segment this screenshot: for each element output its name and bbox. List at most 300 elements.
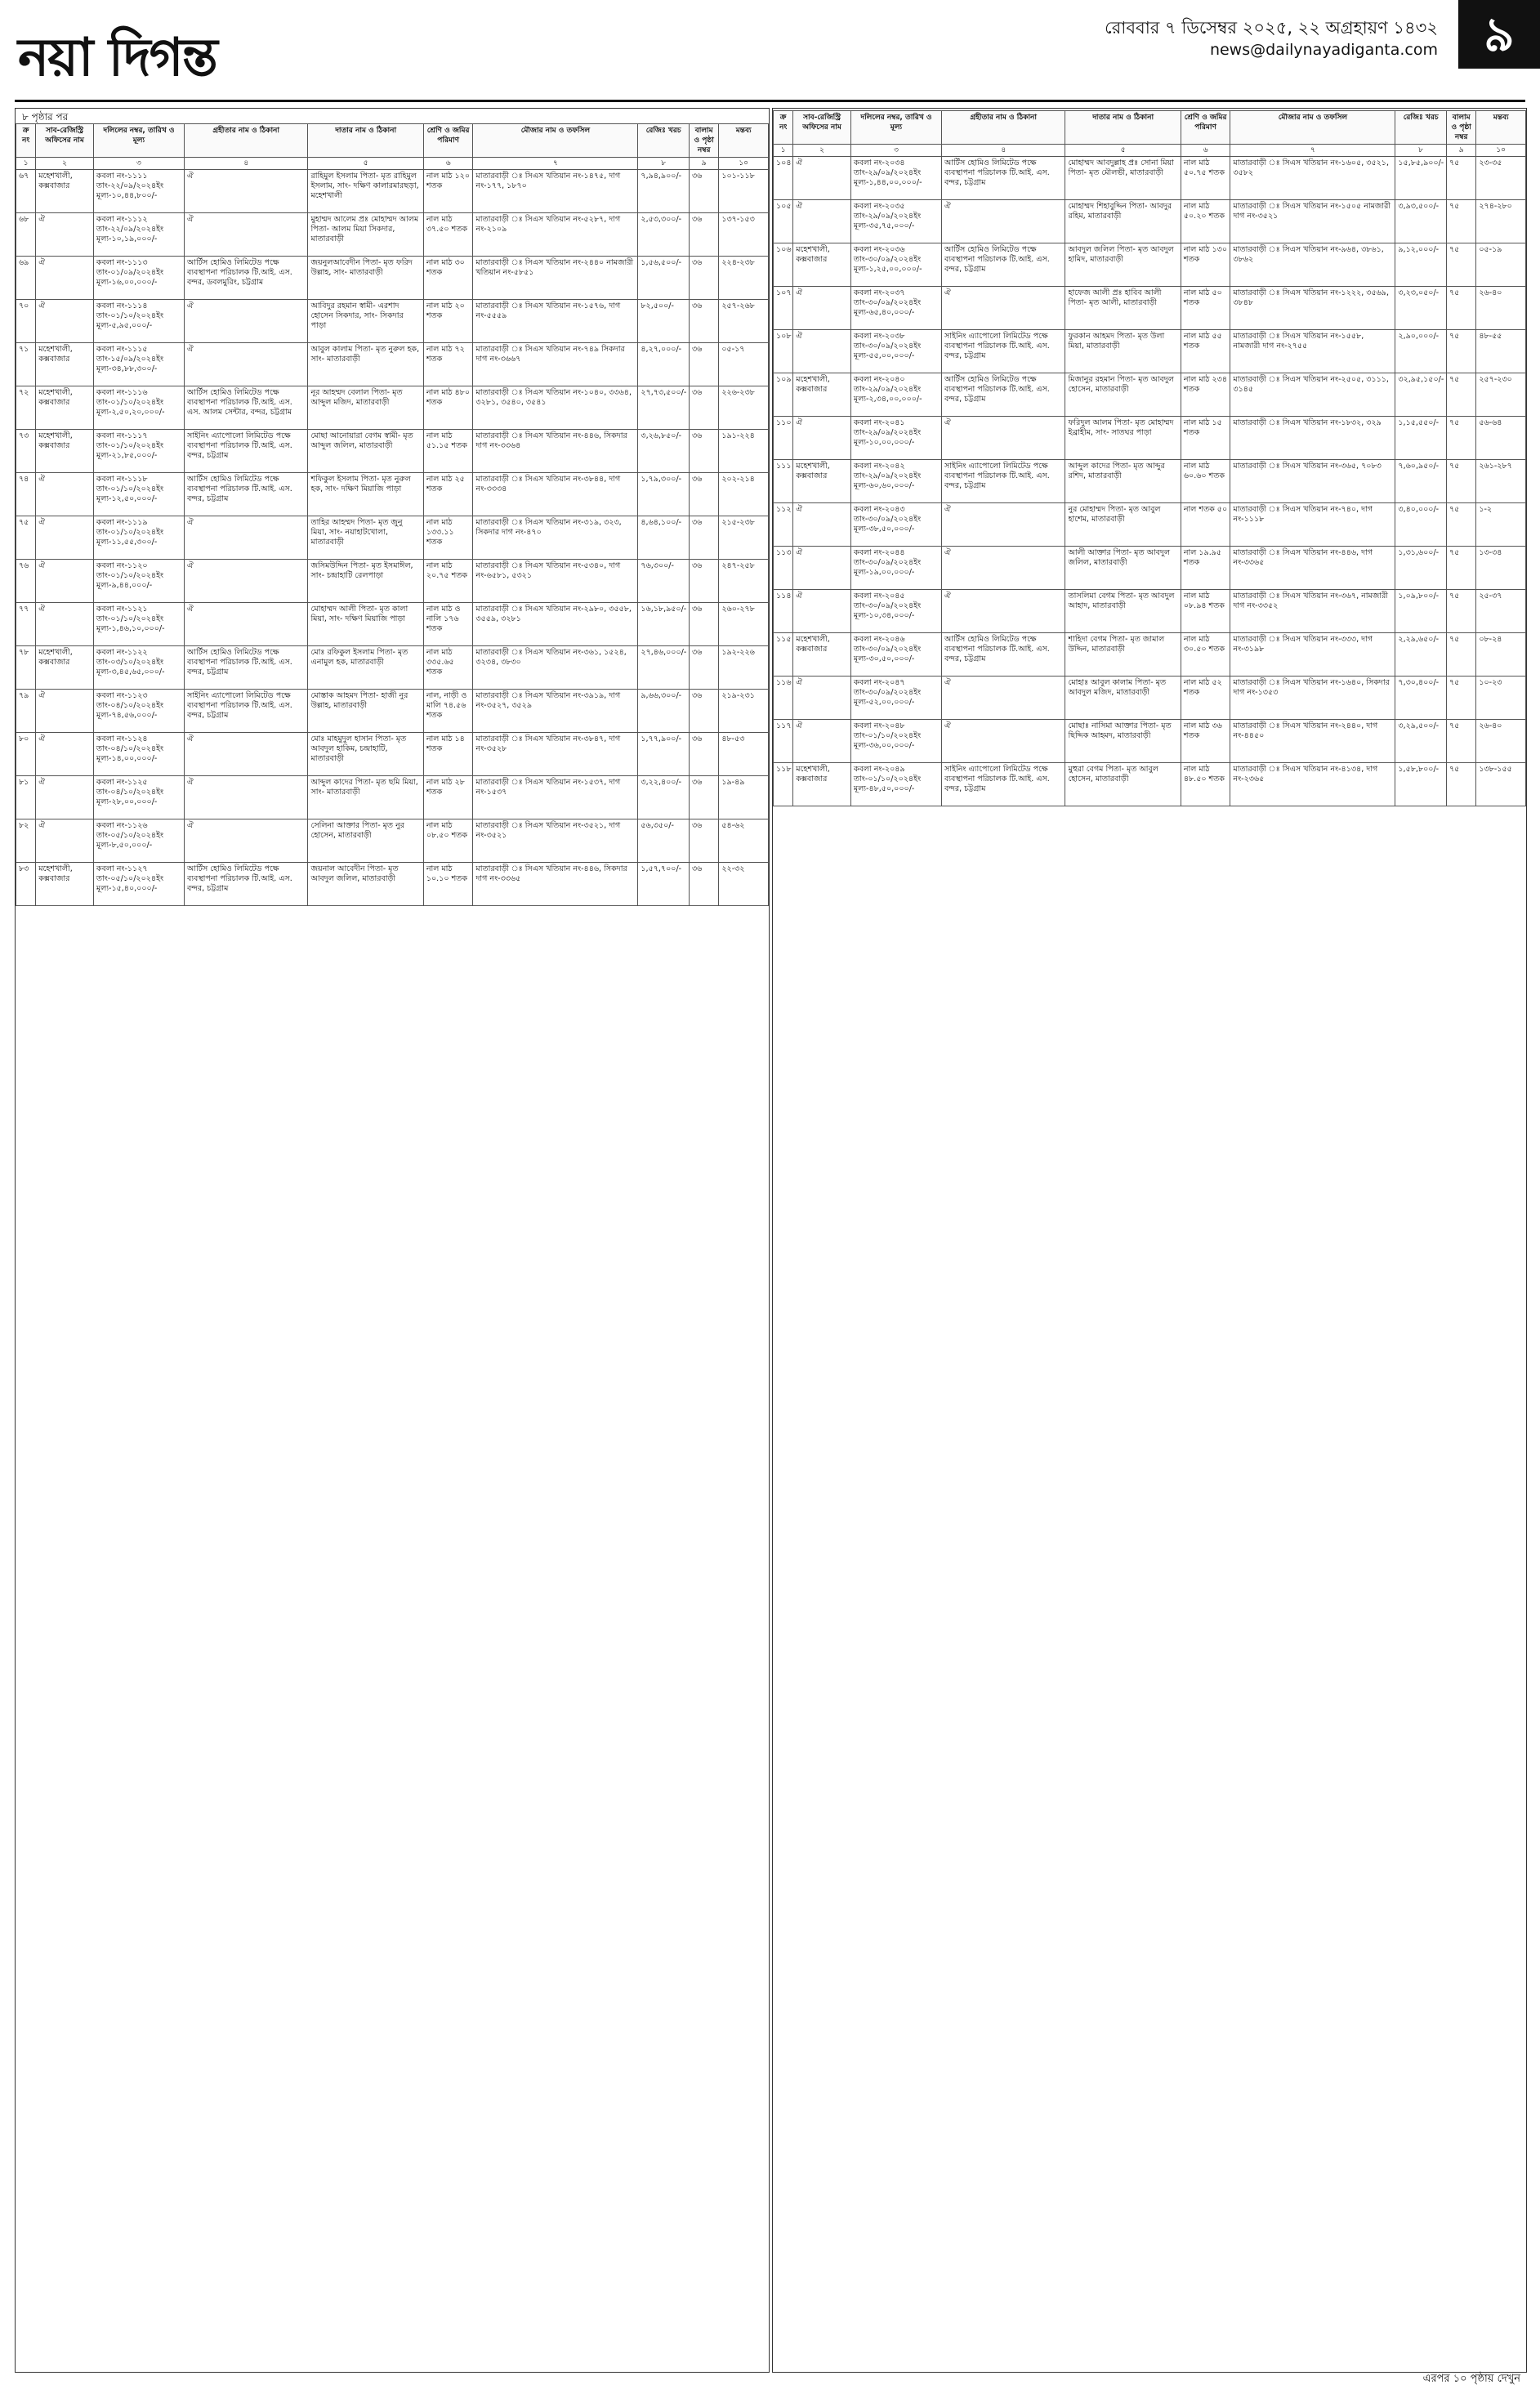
cell-page: ০৮-২৪ [1476, 633, 1526, 677]
cell-mouza: মাতারবাড়ী ঃ সিএস খতিয়ান নং-৭৪৯ সিকদার দাগ নং-৩৬৬৭ [473, 343, 638, 386]
column-header: মন্তব্য [719, 124, 769, 158]
cell-page: ২২৬-২৩৮ [719, 386, 769, 430]
cell-land: নাল মাঠ ৩৭.৫০ শতক [423, 213, 473, 257]
table-row [16, 516, 769, 560]
column-header: দলিলের নম্বর, তারিখ ও মূল্য [850, 111, 941, 145]
cell-sl: ১১০ [774, 417, 793, 460]
table-row [16, 170, 769, 213]
cell-mouza: মাতারবাড়ী ঃ সিএস খতিয়ান নং-৩১৯, ৩২৩, সিকদার দাগ নং-৪৭০ [473, 516, 638, 560]
column-header: মৌজার নাম ও তফসিল [473, 124, 638, 158]
column-number: ১ [774, 145, 793, 157]
table-row [16, 863, 769, 906]
cell-sl: ১০৫ [774, 200, 793, 243]
cell-fee: ২৭,৭৩,৫০০/- [638, 386, 690, 430]
cell-land: নাল মাঠ ১০.১০ শতক [423, 863, 473, 906]
cell-vol: ৭৫ [1447, 677, 1476, 720]
cell-office: ঐ [36, 603, 94, 646]
column-header: রেজিঃ খরচ [1395, 111, 1447, 145]
table-header-row [774, 111, 1526, 145]
cell-land: নাল মাঠ ৫০ শতক [1181, 287, 1230, 330]
cell-buyer: সাইনিং এ্যাপোলো লিমিটেড পক্ষে ব্যবস্থাপনা পরিচালক টি.আই. এস. বন্দর, চট্টগ্রাম [942, 763, 1065, 806]
cell-mouza: মাতারবাড়ী ঃ সিএস খতিয়ান নং-১৬০৫, ৩৫২১, ৩৫৮২ [1230, 157, 1395, 200]
cell-deed: কবলা নং-২০৪৪ তাং-৩০/০৯/২০২৪ইং মূল্য-১৯,০০,০০০/- [850, 547, 941, 590]
cell-mouza: মাতারবাড়ী ঃ সিএস খতিয়ান নং-১৫৫৮, নামজারী দাগ নং-২৭৫৫ [1230, 330, 1395, 373]
table-row [774, 157, 1526, 200]
cell-buyer: ঐ [185, 516, 308, 560]
cell-sl: ১০৮ [774, 330, 793, 373]
cell-buyer: ঐ [942, 720, 1065, 763]
cell-mouza: মাতারবাড়ী ঃ সিএস খতিয়ান নং-৫২৮৭, দাগ নং-২১০৯ [473, 213, 638, 257]
cell-office: মহেশখালী, কক্সবাজার [793, 373, 851, 417]
cell-page: ০৫-১৯ [1476, 243, 1526, 287]
cell-deed: কবলা নং-২০৪৬ তাং-৩০/০৯/২০২৪ইং মূল্য-৩০,৫০,০০০/- [850, 633, 941, 677]
logo-text: নয়া দিগন্ত [18, 27, 216, 88]
cell-seller: হাফেজ আলী প্রঃ হাবিব আলী পিতা- মৃত আলী, মাতারবাড়ী [1065, 287, 1181, 330]
cell-vol: ৩৬ [690, 213, 719, 257]
cell-page: ২৫-৩৭ [1476, 590, 1526, 633]
cell-seller: মোঃ রফিকুল ইসলাম পিতা- মৃত এনামুল হক, মাতারবাড়ী [308, 646, 423, 690]
cell-fee: ১,৭৭,৯০০/- [638, 733, 690, 776]
cell-land: নাল মাঠ ১২০ শতক [423, 170, 473, 213]
left-column [15, 108, 770, 2373]
cell-vol: ৩৬ [690, 733, 719, 776]
cell-land: নাল মাঠ ১৪ শতক [423, 733, 473, 776]
cell-office: ঐ [793, 287, 851, 330]
cell-buyer: ঐ [185, 170, 308, 213]
cell-deed: কবলা নং-২০৪৫ তাং-৩০/০৯/২০২৪ইং মূল্য-১০,৩৪,০০০/- [850, 590, 941, 633]
cell-office: ঐ [793, 330, 851, 373]
cell-fee: ৭৬,৩০০/- [638, 560, 690, 603]
cell-seller: নুর মোহাম্মদ পিতা- মৃত আবুল হাশেম, মাতারবাড়ী [1065, 503, 1181, 547]
cell-land: নাল মাঠ ৬০.৬০ শতক [1181, 460, 1230, 503]
cell-sl: ৮২ [16, 819, 36, 863]
cell-mouza: মাতারবাড়ী ঃ সিএস খতিয়ান নং-৩৯১৯, দাগ নং-৩৫২৭, ৩৫২৯ [473, 690, 638, 733]
cell-fee: ৪,২৭,০০০/- [638, 343, 690, 386]
cell-vol: ৩৬ [690, 473, 719, 516]
cell-vol: ৭৫ [1447, 157, 1476, 200]
cell-seller: আব্দুল কাদের পিতা- মৃত আব্দুর রশিদ, মাতারবাড়ী [1065, 460, 1181, 503]
cell-office: ঐ [36, 257, 94, 300]
continued-note: ৮ পৃষ্ঠার পর [22, 111, 69, 123]
cell-mouza: মাতারবাড়ী ঃ সিএস খতিয়ান নং-৩৬৭, নামজারী দাগ নং-৩৩৫২ [1230, 590, 1395, 633]
column-number: ৯ [690, 158, 719, 170]
cell-land: নাল মাঠ ২৩৪ শতক [1181, 373, 1230, 417]
table-row [774, 503, 1526, 547]
cell-fee: ১,৭৯,৩০০/- [638, 473, 690, 516]
cell-mouza: মাতারবাড়ী ঃ সিএস খতিয়ান নং-৪৪৬, সিকদার দাগ নং-৩৩৬৪ [473, 430, 638, 473]
cell-fee: ৩,২৬,৮৫০/- [638, 430, 690, 473]
cell-vol: ৩৬ [690, 819, 719, 863]
table-row [774, 243, 1526, 287]
cell-seller: আবদুল জলিল পিতা- মৃত আবদুল হামিদ, মাতারবাড়ী [1065, 243, 1181, 287]
cell-fee: ৪,৬৪,১০০/- [638, 516, 690, 560]
cell-land: নাল মাঠ ২০.৭৫ শতক [423, 560, 473, 603]
cell-office: ঐ [36, 690, 94, 733]
cell-vol: ৩৬ [690, 300, 719, 343]
table-row [16, 560, 769, 603]
column-number: ৪ [942, 145, 1065, 157]
table-number-row [16, 158, 769, 170]
cell-land: নাল মাঠ ৫০.২০ শতক [1181, 200, 1230, 243]
cell-page: ২০২-২১৪ [719, 473, 769, 516]
cell-seller: মিজানুর রহমান পিতা- মৃত আবদুল হোসেন, মাতারবাড়ী [1065, 373, 1181, 417]
cell-page: ৪৮-৫৫ [1476, 330, 1526, 373]
cell-seller: আলী আক্তার পিতা- মৃত আবদুল জলিল, মাতারবাড়ী [1065, 547, 1181, 590]
cell-page: ২২৪-২৩৮ [719, 257, 769, 300]
cell-deed: কবলা নং-১১২৫ তাং-০৪/১০/২০২৪ইং মূল্য-২৮,০০,০০০/- [93, 776, 184, 819]
cell-page: ৪৮-৫৩ [719, 733, 769, 776]
cell-deed: কবলা নং-১১২০ তাং-০১/১০/২০২৪ইং মূল্য-৯,৪৪,০০০/- [93, 560, 184, 603]
cell-fee: ৭,৯৪,৯০০/- [638, 170, 690, 213]
cell-mouza: মাতারবাড়ী ঃ সিএস খতিয়ান নং-১৫৩৭, দাগ নং-১৫৩৭ [473, 776, 638, 819]
cell-office: ঐ [793, 200, 851, 243]
cell-office: ঐ [793, 677, 851, 720]
cell-vol: ৭৫ [1447, 460, 1476, 503]
column-number: ৮ [638, 158, 690, 170]
cell-sl: ১০৭ [774, 287, 793, 330]
cell-seller: মোছাঃ নাসিমা আক্তার পিতা- মৃত ছিদ্দিক আহমদ, মাতারবাড়ী [1065, 720, 1181, 763]
cell-page: ২১৯-২৩১ [719, 690, 769, 733]
cell-sl: ১১৮ [774, 763, 793, 806]
page-number-badge: ৯ [1458, 0, 1540, 69]
cell-page: ৫৬-৬৪ [1476, 417, 1526, 460]
column-header: দাতার নাম ও ঠিকানা [308, 124, 423, 158]
cell-fee: ২,৯০,০০০/- [1395, 330, 1447, 373]
cell-buyer: সাইনিং এ্যাপোলো লিমিটেড পক্ষে ব্যবস্থাপনা পরিচালক টি.আই. এস. বন্দর, চট্টগ্রাম [185, 690, 308, 733]
table-row [16, 603, 769, 646]
cell-land: নাল মাঠ ০৮.৯৪ শতক [1181, 590, 1230, 633]
column-header: সাব-রেজিস্ট্রি অফিসের নাম [793, 111, 851, 145]
column-header: দাতার নাম ও ঠিকানা [1065, 111, 1181, 145]
cell-buyer: ঐ [185, 213, 308, 257]
cell-page: ২৬০-২৭৮ [719, 603, 769, 646]
cell-seller: জয়নুলআবেদীন পিতা- মৃত ফরিদ উল্লাহ, সাং- মাতারবাড়ী [308, 257, 423, 300]
cell-vol: ৭৫ [1447, 417, 1476, 460]
cell-buyer: ঐ [942, 287, 1065, 330]
cell-buyer: আর্টিস হোমিও লিমিটেড পক্ষে ব্যবস্থাপনা পরিচালক টি.আই. এস. বন্দর, চট্টগ্রাম [942, 633, 1065, 677]
table-row [774, 547, 1526, 590]
table-row [774, 417, 1526, 460]
cell-buyer: সাইনিং এ্যাপোলো লিমিটেড পক্ষে ব্যবস্থাপনা পরিচালক টি.আই. এস. বন্দর, চট্টগ্রাম [942, 460, 1065, 503]
cell-mouza: মাতারবাড়ী ঃ সিএস খতিয়ান নং-৩৬৫, ৭০৮৩ [1230, 460, 1395, 503]
cell-office: মহেশখালী, কক্সবাজার [36, 170, 94, 213]
cell-deed: কবলা নং-২০৩৬ তাং-৩০/০৯/২০২৪ইং মূল্য-১,২৫,০০,০০০/- [850, 243, 941, 287]
cell-sl: ১০৬ [774, 243, 793, 287]
cell-sl: ১১৩ [774, 547, 793, 590]
cell-page: ২১৫-২৩৮ [719, 516, 769, 560]
column-number: ১০ [719, 158, 769, 170]
cell-sl: ১১৪ [774, 590, 793, 633]
cell-deed: কবলা নং-১১১১ তাং-২২/০৯/২০২৪ইং মূল্য-১০,৪৪,৮০০/- [93, 170, 184, 213]
cell-sl: ৭৯ [16, 690, 36, 733]
table-row [774, 460, 1526, 503]
masthead [0, 0, 1540, 105]
table-row [774, 633, 1526, 677]
cell-page: ১৩৭-১৫৩ [719, 213, 769, 257]
cell-office: ঐ [793, 157, 851, 200]
cell-mouza: মাতারবাড়ী ঃ সিএস খতিয়ান নং-৪৪৬, সিকদার দাগ নং-৩৩৬৫ [473, 863, 638, 906]
table-row [16, 257, 769, 300]
cell-office: ঐ [36, 516, 94, 560]
cell-mouza: মাতারবাড়ী ঃ সিএস খতিয়ান নং-৭৪০, দাগ নং-১১১৮ [1230, 503, 1395, 547]
cell-land: নাল মাঠ ১৩৩.১১ শতক [423, 516, 473, 560]
cell-buyer: আর্টিস হোমিও লিমিটেড পক্ষে ব্যবস্থাপনা পরিচালক টি.আই. এস. বন্দর, চট্টগ্রাম [185, 473, 308, 516]
cell-vol: ৩৬ [690, 646, 719, 690]
cell-fee: ১,৩১,৬০০/- [1395, 547, 1447, 590]
cell-sl: ৮০ [16, 733, 36, 776]
cell-buyer: ঐ [185, 603, 308, 646]
column-number: ৫ [1065, 145, 1181, 157]
cell-seller: রাহিমুল ইসলাম পিতা- মৃত রাহিমুল ইসলাম, সাং- দক্ষিণ কালারমারছড়া, মহেশখালী [308, 170, 423, 213]
cell-buyer: আর্টিস হোমিও লিমিটেড পক্ষে ব্যবস্থাপনা পরিচালক টি.আই. এস. বন্দর, ডবলমুরিং, চট্টগ্রাম [185, 257, 308, 300]
table-row [16, 300, 769, 343]
cell-sl: ১০৪ [774, 157, 793, 200]
cell-fee: ৩,৯৩,৫০০/- [1395, 200, 1447, 243]
column-header: শ্রেণি ও জমির পরিমাণ [1181, 111, 1230, 145]
cell-page: ২৬-৪০ [1476, 287, 1526, 330]
cell-buyer: ঐ [942, 200, 1065, 243]
cell-deed: কবলা নং-২০৪৭ তাং-৩০/০৯/২০২৪ইং মূল্য-৫২,০০,০০০/- [850, 677, 941, 720]
cell-sl: ১১৫ [774, 633, 793, 677]
cell-buyer: ঐ [185, 733, 308, 776]
deed-table-right [773, 110, 1526, 806]
cell-office: ঐ [36, 733, 94, 776]
cell-office: মহেশখালী, কক্সবাজার [36, 646, 94, 690]
cell-land: নাল শতক ৫০ [1181, 503, 1230, 547]
cell-fee: ৩,৪০,০০০/- [1395, 503, 1447, 547]
cell-mouza: মাতারবাড়ী ঃ সিএস খতিয়ান নং-১৬৪০, সিকদার দাগ নং-১৩৫৩ [1230, 677, 1395, 720]
table-row [16, 430, 769, 473]
cell-land: নাল মাঠ ও নালি ১৭৬ শতক [423, 603, 473, 646]
cell-office: ঐ [36, 300, 94, 343]
table-row [774, 720, 1526, 763]
cell-seller: মোঃ মাহমুদুল হাসান পিতা- মৃত আবদুল হাকিম, চন্দ্রাহাটি, মাতারবাড়ী [308, 733, 423, 776]
cell-deed: কবলা নং-১১২২ তাং-০৩/১০/২০২৪ইং মূল্য-৩,৪৫,৬৫,০০০/- [93, 646, 184, 690]
cell-deed: কবলা নং-২০৪৮ তাং-০১/১০/২০২৪ইং মূল্য-৩৬,০০,০০০/- [850, 720, 941, 763]
column-header: মন্তব্য [1476, 111, 1526, 145]
cell-office: মহেশখালী, কক্সবাজার [793, 243, 851, 287]
cell-deed: কবলা নং-২০৪২ তাং-২৯/০৯/২০২৪ইং মূল্য-৬০,৬০,০০০/- [850, 460, 941, 503]
cell-deed: কবলা নং-১১১৩ তাং-০১/০৯/২০২৪ইং মূল্য-১৬,০০,০০০/- [93, 257, 184, 300]
cell-land: নাল মাঠ ২৫ শতক [423, 473, 473, 516]
cell-mouza: মাতারবাড়ী ঃ সিএস খতিয়ান নং-৪৪৬, দাগ নং-৩৩৬৫ [1230, 547, 1395, 590]
cell-seller: মোহাম্মদ শিহাবুদ্দিন পিতা- আবদুর রহিম, মাতারবাড়ী [1065, 200, 1181, 243]
cell-mouza: মাতারবাড়ী ঃ সিএস খতিয়ান নং-১৫৭৬, দাগ নং-৫৫৫৯ [473, 300, 638, 343]
column-number: ৪ [185, 158, 308, 170]
cell-page: ১৯-৪৯ [719, 776, 769, 819]
cell-land: নাল মাঠ ৪৮০ শতক [423, 386, 473, 430]
cell-page: ২৫৭-২৬৮ [719, 300, 769, 343]
cell-page: ২৬-৪০ [1476, 720, 1526, 763]
cell-fee: ৭,৬০,৯৫০/- [1395, 460, 1447, 503]
issue-date: রোববার ৭ ডিসেম্বর ২০২৫, ২২ অগ্রহায়ণ ১৪৩২ [1105, 18, 1438, 38]
cell-fee: ৭,৩০,৪০০/- [1395, 677, 1447, 720]
cell-seller: সেলিনা আক্তার পিতা- মৃত নুর হোসেন, মাতারবাড়ী [308, 819, 423, 863]
cell-sl: ১১২ [774, 503, 793, 547]
cell-seller: শাহিদা বেগম পিতা- মৃত জামাল উদ্দিন, মাতারবাড়ী [1065, 633, 1181, 677]
column-header: দলিলের নম্বর, তারিখ ও মূল্য [93, 124, 184, 158]
cell-fee: ১,০৯,৮০০/- [1395, 590, 1447, 633]
cell-vol: ৩৬ [690, 863, 719, 906]
column-header: মৌজার নাম ও তফসিল [1230, 111, 1395, 145]
column-header: সাব-রেজিস্ট্রি অফিসের নাম [36, 124, 94, 158]
table-row [774, 677, 1526, 720]
cell-sl: ৭০ [16, 300, 36, 343]
cell-seller: শফিকুল ইসলাম পিতা- মৃত নুরুল হক, সাং- দক্ষিণ মিয়াজি পাড়া [308, 473, 423, 516]
table-row [16, 646, 769, 690]
cell-fee: ৩,২৩,০৫০/- [1395, 287, 1447, 330]
cell-seller: ফুরকান আহমদ পিতা- মৃত উলা মিয়া, মাতারবাড়ী [1065, 330, 1181, 373]
cell-mouza: মাতারবাড়ী ঃ সিএস খতিয়ান নং-১৫০৫ নামজারী দাগ নং-৩৫২১ [1230, 200, 1395, 243]
cell-office: ঐ [36, 776, 94, 819]
cell-fee: ৩,২২,৪০০/- [638, 776, 690, 819]
cell-page: ২৩-৩৫ [1476, 157, 1526, 200]
cell-office: ঐ [793, 503, 851, 547]
cell-office: মহেশখালী, কক্সবাজার [36, 386, 94, 430]
cell-buyer: আর্টিস হোমিও লিমিটেড পক্ষে ব্যবস্থাপনা পরিচালক টি.আই. এস. বন্দর, চট্টগ্রাম [942, 243, 1065, 287]
cell-vol: ৭৫ [1447, 243, 1476, 287]
table-body [774, 157, 1526, 806]
cell-deed: কবলা নং-১১১৭ তাং-০১/১০/২০২৪ইং মূল্য-২১,৮৫,০০০/- [93, 430, 184, 473]
cell-fee: ১,৫৬,৫০০/- [638, 257, 690, 300]
column-header: বালাম ও পৃষ্ঠা নম্বর [690, 124, 719, 158]
column-header: গ্রহীতার নাম ও ঠিকানা [942, 111, 1065, 145]
cell-sl: ৭৪ [16, 473, 36, 516]
website-email[interactable]: news@dailynayadiganta.com [1209, 41, 1438, 59]
column-header: রেজিঃ খরচ [638, 124, 690, 158]
column-number: ৮ [1395, 145, 1447, 157]
cell-land: নাল মাঠ ১৩০ শতক [1181, 243, 1230, 287]
cell-sl: ১১১ [774, 460, 793, 503]
column-number: ৩ [850, 145, 941, 157]
table-row [774, 763, 1526, 806]
cell-office: ঐ [36, 213, 94, 257]
column-number: ৫ [308, 158, 423, 170]
column-header: বালাম ও পৃষ্ঠা নম্বর [1447, 111, 1476, 145]
cell-deed: কবলা নং-১১১৪ তাং-০১/১০/২০২৪ইং মূল্য-৫,৯৫,০০০/- [93, 300, 184, 343]
cell-fee: ১,১৫,৫৫০/- [1395, 417, 1447, 460]
cell-page: ১-২ [1476, 503, 1526, 547]
cell-seller: মোছা আনোয়ারা বেগম স্বামী- মৃত আব্দুল জলিল, মাতারবাড়ী [308, 430, 423, 473]
cell-deed: কবলা নং-২০৩৫ তাং-২৯/০৯/২০২৪ইং মূল্য-৩৫,৭৫,০০০/- [850, 200, 941, 243]
cell-seller: জসিমউদ্দিন পিতা- মৃত ইসমাঈল, সাং- চন্দ্রাহাটি রেলপাড়া [308, 560, 423, 603]
cell-seller: জয়নাল আবেদীন পিতা- মৃত আবদুল জলিল, মাতারবাড়ী [308, 863, 423, 906]
cell-land: নাল মাঠ ৫২ শতক [1181, 677, 1230, 720]
table-row [774, 590, 1526, 633]
newspaper-logo[interactable] [18, 18, 216, 105]
cell-land: নাল মাঠ ৫৫ শতক [1181, 330, 1230, 373]
cell-office: মহেশখালী, কক্সবাজার [36, 863, 94, 906]
cell-vol: ৩৬ [690, 603, 719, 646]
cell-fee: ৯,৬৬,৩০০/- [638, 690, 690, 733]
cell-vol: ৭৫ [1447, 330, 1476, 373]
cell-deed: কবলা নং-১১২৩ তাং-০৪/১০/২০২৪ইং মূল্য-৭৪,৫৬,০০০/- [93, 690, 184, 733]
cell-mouza: মাতারবাড়ী ঃ সিএস খতিয়ান নং-১৮৩২, ৩২৯ [1230, 417, 1395, 460]
cell-land: নাল মাঠ ০৮.৫০ শতক [423, 819, 473, 863]
cell-buyer: ঐ [185, 776, 308, 819]
deed-table-left [16, 123, 769, 906]
cell-vol: ৭৫ [1447, 720, 1476, 763]
cell-office: ঐ [793, 547, 851, 590]
cell-buyer: ঐ [942, 547, 1065, 590]
cell-deed: কবলা নং-১১১৫ তাং-১৫/০৯/২০২৪ইং মূল্য-৩৪,৮৮,৩০০/- [93, 343, 184, 386]
cell-deed: কবলা নং-১১২৪ তাং-০৪/১০/২০২৪ইং মূল্য-১৪,০০,০০০/- [93, 733, 184, 776]
cell-buyer: ঐ [185, 343, 308, 386]
table-row [16, 776, 769, 819]
column-number: ১ [16, 158, 36, 170]
cell-fee: ২৭,৪৬,০০০/- [638, 646, 690, 690]
cell-office: মহেশখালী, কক্সবাজার [36, 430, 94, 473]
cell-seller: ফরিদুল আলম পিতা- মৃত মোহাম্মদ ইব্রাহীম, সাং- সাতঘর পাড়া [1065, 417, 1181, 460]
table-row [16, 473, 769, 516]
cell-seller: মোহাম্মদ আবদুল্লাহ প্রঃ সোনা মিয়া পিতা- মৃত মৌলভী, মাতারবাড়ী [1065, 157, 1181, 200]
cell-buyer: আর্টিস হোমিও লিমিটেড পক্ষে ব্যবস্থাপনা পরিচালক টি.আই. এস. বন্দর, চট্টগ্রাম [942, 157, 1065, 200]
cell-deed: কবলা নং-১১১৮ তাং-০১/১০/২০২৪ইং মূল্য-১২,৫০,০০০/- [93, 473, 184, 516]
cell-sl: ৭৭ [16, 603, 36, 646]
table-row [774, 200, 1526, 243]
table-row [16, 819, 769, 863]
cell-buyer: সাইনিং এ্যাপোলো লিমিটেড পক্ষে ব্যবস্থাপনা পরিচালক টি.আই. এস. বন্দর, চট্টগ্রাম [942, 330, 1065, 373]
cell-deed: কবলা নং-২০৪৯ তাং-০১/১০/২০২৪ইং মূল্য-৪৮,৫০,০০০/- [850, 763, 941, 806]
cell-page: ১০১-১১৮ [719, 170, 769, 213]
cell-seller: তাহির আহম্মদ পিতা- মৃত জুনু মিয়া, সাং- নয়াহাটখোলা, মাতারবাড়ী [308, 516, 423, 560]
cell-seller: মোহাঃ আবুল কালাম পিতা- মৃত আবদুল মজিদ, মাতারবাড়ী [1065, 677, 1181, 720]
cell-buyer: আর্টিস হোমিও লিমিটেড পক্ষে ব্যবস্থাপনা পরিচালক টি.আই. এস. বন্দর, চট্টগ্রাম [942, 373, 1065, 417]
cell-vol: ৩৬ [690, 690, 719, 733]
cell-vol: ৭৫ [1447, 763, 1476, 806]
cell-buyer: আর্টিস হোমিও লিমিটেড পক্ষে ব্যবস্থাপনা পরিচালক টি.আই. এস. এস. আলম সেন্টার, বন্দর, চট্টগ্রাম [185, 386, 308, 430]
cell-sl: ৮৩ [16, 863, 36, 906]
cell-fee: ২,৫৩,৩০০/- [638, 213, 690, 257]
column-number: ২ [36, 158, 94, 170]
cell-land: নাল মাঠ ২৮ শতক [423, 776, 473, 819]
cell-deed: কবলা নং-২০৩৮ তাং-৩০/০৯/২০২৪ইং মূল্য-৫৫,০০,০০০/- [850, 330, 941, 373]
cell-buyer: ঐ [942, 677, 1065, 720]
cell-mouza: মাতারবাড়ী ঃ সিএস খতিয়ান নং-১২২২, ৩৫৬৯, ৩৮৪৮ [1230, 287, 1395, 330]
cell-sl: ৮১ [16, 776, 36, 819]
table-body [16, 170, 769, 906]
cell-deed: কবলা নং-১১১৯ তাং-০১/১০/২০২৪ইং মূল্য-১১,৫৫,৩০০/- [93, 516, 184, 560]
cell-vol: ৩৬ [690, 560, 719, 603]
cell-page: ২৪৭-২৫৮ [719, 560, 769, 603]
cell-vol: ৭৫ [1447, 633, 1476, 677]
cell-sl: ৭১ [16, 343, 36, 386]
cell-deed: কবলা নং-২০৪০ তাং-২৯/০৯/২০২৪ইং মূল্য-২,৩৪,০০,০০০/- [850, 373, 941, 417]
cell-office: মহেশখালী, কক্সবাজার [793, 763, 851, 806]
cell-buyer: ঐ [185, 560, 308, 603]
cell-page: ২২-৩২ [719, 863, 769, 906]
cell-page: ৫৪-৬২ [719, 819, 769, 863]
table-row [16, 733, 769, 776]
cell-vol: ৩৬ [690, 386, 719, 430]
cell-mouza: মাতারবাড়ী ঃ সিএস খতিয়ান নং-৪১৩৪, দাগ নং-২৩৬৫ [1230, 763, 1395, 806]
table-row [774, 373, 1526, 417]
cell-page: ১৩৮-১৫৫ [1476, 763, 1526, 806]
cell-deed: কবলা নং-২০৪১ তাং-২৯/০৯/২০২৪ইং মূল্য-১০,০০,০০০/- [850, 417, 941, 460]
cell-office: ঐ [36, 560, 94, 603]
cell-vol: ৭৫ [1447, 287, 1476, 330]
cell-buyer: ঐ [185, 300, 308, 343]
cell-fee: ৯,১২,০০০/- [1395, 243, 1447, 287]
cell-office: ঐ [793, 720, 851, 763]
cell-office: ঐ [793, 417, 851, 460]
cell-sl: ৭৬ [16, 560, 36, 603]
cell-page: ২৭৪-২৮০ [1476, 200, 1526, 243]
cell-deed: কবলা নং-২০৩৭ তাং-৩০/০৯/২০২৪ইং মূল্য-৬৫,৪০,০০০/- [850, 287, 941, 330]
cell-vol: ৩৬ [690, 343, 719, 386]
cell-office: ঐ [793, 590, 851, 633]
cell-fee: ১৫,৮৫,৯০০/- [1395, 157, 1447, 200]
